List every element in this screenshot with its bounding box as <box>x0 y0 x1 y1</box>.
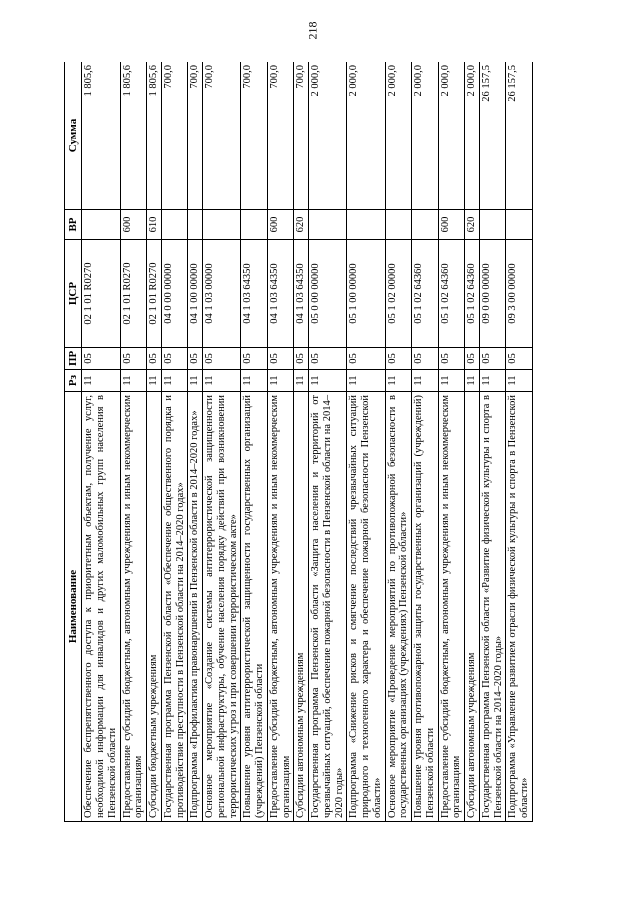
table-row <box>347 62 385 822</box>
header-pr: ПР <box>65 348 82 370</box>
row-name: Субсидии автономным учреждениям <box>294 392 309 822</box>
table-row <box>267 62 294 822</box>
row-name: Субсидии автономным учреждениям <box>465 392 480 822</box>
row-pr: 05 <box>203 348 241 370</box>
row-vr: 620 <box>465 210 480 240</box>
row-vr: 600 <box>120 210 147 240</box>
row-sum: 700,0 <box>294 62 309 210</box>
row-csr: 05 1 02 64360 <box>465 240 480 348</box>
row-sum: 2 000,0 <box>347 62 385 210</box>
row-csr: 02 1 01 R0270 <box>82 240 120 348</box>
row-rz: 11 <box>385 370 412 392</box>
table-row <box>82 62 120 822</box>
row-vr: 620 <box>294 210 309 240</box>
row-csr: 05 1 02 64360 <box>412 240 439 348</box>
row-name: Государственная программа Пензенской области «Обеспечение общественного порядка и противодействие преступности в Пензенской области на 2014–2020 годах» <box>161 392 188 822</box>
row-rz: 11 <box>412 370 439 392</box>
row-csr: 02 1 01 R0270 <box>147 240 162 348</box>
row-vr <box>412 210 439 240</box>
row-name: Обеспечение беспрепятственного доступа к приоритетным объектам, получение услуг, необходимой информации для инвалидов и других маломобильных групп населения в Пензенской области <box>82 392 120 822</box>
row-sum: 2 000,0 <box>465 62 480 210</box>
row-csr: 02 1 01 R0270 <box>120 240 147 348</box>
row-vr <box>203 210 241 240</box>
row-pr: 05 <box>120 348 147 370</box>
row-csr: 09 0 00 00000 <box>479 240 506 348</box>
row-sum: 26 157,5 <box>506 62 533 210</box>
header-name: Наименование <box>65 392 82 822</box>
budget-table <box>64 62 533 822</box>
row-vr <box>309 210 347 240</box>
row-csr: 04 0 00 00000 <box>161 240 188 348</box>
row-csr: 09 3 00 00000 <box>506 240 533 348</box>
row-sum: 700,0 <box>203 62 241 210</box>
row-rz: 11 <box>438 370 465 392</box>
row-csr: 05 1 02 00000 <box>385 240 412 348</box>
row-rz: 11 <box>241 370 268 392</box>
table-row <box>241 62 268 822</box>
row-vr <box>506 210 533 240</box>
page-number <box>302 8 324 53</box>
row-pr: 05 <box>412 348 439 370</box>
row-vr: 600 <box>267 210 294 240</box>
row-pr: 05 <box>82 348 120 370</box>
row-rz: 11 <box>267 370 294 392</box>
row-rz: 11 <box>120 370 147 392</box>
row-name: Подпрограмма «Снижение рисков и смягчение последствий чрезвычайных ситуаций природного и техногенного характера и обеспечение пожарной безопасности Пензенской области» <box>347 392 385 822</box>
row-rz: 11 <box>203 370 241 392</box>
row-vr <box>347 210 385 240</box>
table-row <box>120 62 147 822</box>
row-pr: 05 <box>267 348 294 370</box>
row-vr <box>188 210 203 240</box>
row-csr: 04 1 03 00000 <box>203 240 241 348</box>
row-pr: 05 <box>161 348 188 370</box>
row-csr: 04 1 03 64350 <box>294 240 309 348</box>
row-name: Основное мероприятие «Проведение мероприятий по противопожарной безопасности в государственных организациях (учреждениях) Пензенской области» <box>385 392 412 822</box>
header-rz: Рз <box>65 370 82 392</box>
row-sum: 1 805,6 <box>82 62 120 210</box>
row-name: Субсидии бюджетным учреждениям <box>147 392 162 822</box>
row-sum: 2 000,0 <box>309 62 347 210</box>
table-row <box>309 62 347 822</box>
row-name: Подпрограмма «Профилактика правонарушений в Пензенской области в 2014–2020 годах» <box>188 392 203 822</box>
table-row <box>203 62 241 822</box>
row-pr: 05 <box>438 348 465 370</box>
header-sum: Сумма <box>65 62 82 210</box>
rotated-table-page <box>64 62 574 822</box>
row-csr: 05 0 00 00000 <box>309 240 347 348</box>
row-csr: 04 1 03 64350 <box>241 240 268 348</box>
row-name: Предоставление субсидий бюджетным, автономным учреждениям и иным некоммерческим организациям <box>438 392 465 822</box>
row-sum: 2 000,0 <box>438 62 465 210</box>
row-rz: 11 <box>147 370 162 392</box>
row-pr: 05 <box>479 348 506 370</box>
row-rz: 11 <box>465 370 480 392</box>
row-csr: 05 1 00 00000 <box>347 240 385 348</box>
row-sum: 2 000,0 <box>385 62 412 210</box>
row-sum: 700,0 <box>188 62 203 210</box>
row-rz: 11 <box>309 370 347 392</box>
row-vr: 610 <box>147 210 162 240</box>
header-csr: ЦСР <box>65 240 82 348</box>
row-pr: 05 <box>465 348 480 370</box>
table-row <box>438 62 465 822</box>
row-sum: 700,0 <box>241 62 268 210</box>
row-rz: 11 <box>188 370 203 392</box>
row-name: Государственная программа Пензенской области «Защита населения и территорий от чрезвычайных ситуаций, обеспечение пожарной безопасности в Пензенской области на 2014–2020 годы» <box>309 392 347 822</box>
row-name: Повышение уровня противопожарной защиты государственных организаций (учреждений) Пензенской области <box>412 392 439 822</box>
row-sum: 700,0 <box>267 62 294 210</box>
row-vr <box>479 210 506 240</box>
table-row <box>479 62 506 822</box>
row-sum: 2 000,0 <box>412 62 439 210</box>
row-pr: 05 <box>506 348 533 370</box>
row-rz: 11 <box>479 370 506 392</box>
row-pr: 05 <box>294 348 309 370</box>
row-vr <box>161 210 188 240</box>
table-row <box>412 62 439 822</box>
table-container <box>64 62 574 822</box>
row-csr: 05 1 02 64360 <box>438 240 465 348</box>
table-row <box>188 62 203 822</box>
row-sum: 1 805,6 <box>120 62 147 210</box>
row-name: Предоставление субсидий бюджетным, автономным учреждениям и иным некоммерческим организациям <box>267 392 294 822</box>
table-row <box>147 62 162 822</box>
row-name: Повышение уровня антитеррористической защищенности государственных организаций (учреждений) Пензенской области <box>241 392 268 822</box>
table-row <box>161 62 188 822</box>
page-number-text: 218 <box>305 21 320 40</box>
row-pr: 05 <box>147 348 162 370</box>
row-pr: 05 <box>188 348 203 370</box>
row-vr: 600 <box>438 210 465 240</box>
table-row <box>385 62 412 822</box>
row-pr: 05 <box>347 348 385 370</box>
table-body <box>82 62 533 822</box>
row-csr: 04 1 03 64350 <box>267 240 294 348</box>
row-name: Основное мероприятие «Создание системы антитеррористической защищенности региональной инфраструктуры, обучение населения порядку действий при возникновении террористических угроз и при совершении террористическом акте» <box>203 392 241 822</box>
row-sum: 700,0 <box>161 62 188 210</box>
row-rz: 11 <box>161 370 188 392</box>
row-rz: 11 <box>347 370 385 392</box>
row-sum: 26 157,5 <box>479 62 506 210</box>
row-name: Государственная программа Пензенской области «Развитие физической культуры и спорта в Пензенской области на 2014–2020 годы» <box>479 392 506 822</box>
table-row <box>294 62 309 822</box>
row-pr: 05 <box>385 348 412 370</box>
table-header-row <box>65 62 82 822</box>
row-pr: 05 <box>309 348 347 370</box>
row-rz: 11 <box>294 370 309 392</box>
row-name: Подпрограмма «Управление развитием отрасли физической культуры и спорта в Пензенской области» <box>506 392 533 822</box>
row-vr <box>241 210 268 240</box>
table-row <box>465 62 480 822</box>
row-name: Предоставление субсидий бюджетным, автономным учреждениям и иным некоммерческим организациям <box>120 392 147 822</box>
row-rz: 11 <box>506 370 533 392</box>
row-vr <box>82 210 120 240</box>
header-vr: ВР <box>65 210 82 240</box>
table-row <box>506 62 533 822</box>
row-vr <box>385 210 412 240</box>
row-sum: 1 805,6 <box>147 62 162 210</box>
row-pr: 05 <box>241 348 268 370</box>
row-csr: 04 1 00 00000 <box>188 240 203 348</box>
row-rz: 11 <box>82 370 120 392</box>
